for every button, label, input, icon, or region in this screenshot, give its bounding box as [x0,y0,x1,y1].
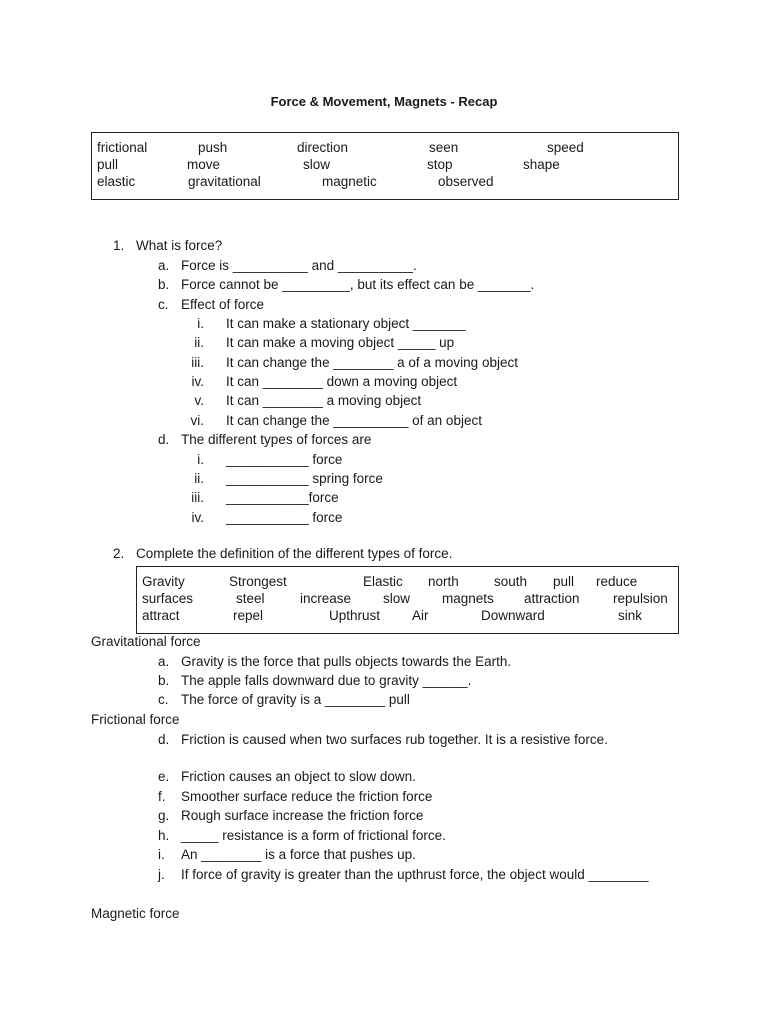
word-bank-word: frictional [97,140,148,155]
item-text: Effect of force [181,297,265,312]
item-letter: d. [158,732,170,747]
word-bank-word: repel [233,608,264,623]
item-letter: f. [158,789,166,804]
item-letter: e. [158,769,170,784]
item-text: The different types of forces are [181,432,372,447]
word-bank-word: observed [438,174,494,189]
item-letter: b. [158,277,170,292]
item-text: The force of gravity is a ________ pull [181,692,410,707]
subitem-number: i. [197,316,204,331]
word-bank-word: sink [618,608,643,623]
word-bank-word: slow [303,157,331,172]
word-bank-word: north [428,574,459,589]
item-letter: c. [158,297,169,312]
item-text: Force is __________ and __________. [181,258,417,273]
word-bank-word: seen [429,140,459,155]
word-bank-word: magnets [442,591,494,606]
subitem-number: iii. [191,355,204,370]
word-bank-word: move [187,157,221,172]
page-title: Force & Movement, Magnets - Recap [270,94,498,109]
item-text: _____ resistance is a form of frictional force. [181,828,446,843]
item-letter: j. [158,867,165,882]
subitem-text: ___________ force [226,452,343,467]
item-letter: g. [158,808,170,823]
word-bank-word: surfaces [142,591,194,606]
word-bank-word: elastic [97,174,136,189]
subitem-number: iv. [191,510,204,525]
word-bank-word: attract [142,608,180,623]
word-bank-word: gravitational [188,174,261,189]
subitem-number: v. [194,393,204,408]
item-letter: b. [158,673,170,688]
word-bank-word: south [494,574,528,589]
word-bank-word: Elastic [363,574,403,589]
item-text: Rough surface increase the friction force [181,808,424,823]
word-bank-word: push [198,140,228,155]
item-text: Friction causes an object to slow down. [181,769,416,784]
word-bank-word: direction [297,140,349,155]
word-bank-word: shape [523,157,560,172]
word-bank-word: slow [383,591,411,606]
subitem-number: vi. [190,413,204,428]
question-number: 2. [113,546,125,561]
subitem-text: ___________force [226,490,339,505]
item-letter: a. [158,258,170,273]
word-bank-word: magnetic [322,174,377,189]
subitem-number: iv. [191,374,204,389]
subitem-text: It can change the ________ a of a moving object [226,355,518,370]
section-heading-gravitational: Gravitational force [91,634,201,649]
word-bank-word: attraction [524,591,580,606]
subitem-text: ___________ force [226,510,343,525]
section-heading-frictional: Frictional force [91,712,180,727]
word-bank-word: repulsion [613,591,668,606]
word-bank-word: speed [547,140,584,155]
item-text: Smoother surface reduce the friction force [181,789,433,804]
item-letter: c. [158,692,169,707]
word-bank-word: Air [412,608,429,623]
section-heading-magnetic: Magnetic force [91,906,180,921]
item-text: An ________ is a force that pushes up. [181,847,416,862]
item-text: Gravity is the force that pulls objects towards the Earth. [181,654,512,669]
question-text: Complete the definition of the different types of force. [136,546,453,561]
subitem-number: iii. [191,490,204,505]
question-text: What is force? [136,238,223,253]
question-number: 1. [113,238,125,253]
word-bank-word: Downward [481,608,545,623]
subitem-number: ii. [194,335,204,350]
word-bank-word: pull [97,157,119,172]
word-bank-word: Gravity [142,574,185,589]
word-bank-word: pull [553,574,575,589]
subitem-text: It can ________ down a moving object [226,374,458,389]
word-bank-box [91,132,679,200]
item-letter: i. [158,847,165,862]
word-bank-word: stop [427,157,453,172]
subitem-number: ii. [194,471,204,486]
word-bank-word: increase [300,591,352,606]
word-bank-word: reduce [596,574,638,589]
item-letter: a. [158,654,170,669]
item-text: If force of gravity is greater than the upthrust force, the object would ________ [181,867,649,882]
subitem-text: It can change the __________ of an object [226,413,482,428]
word-bank-word: steel [236,591,265,606]
item-letter: d. [158,432,170,447]
subitem-text: It can make a moving object _____ up [226,335,455,350]
subitem-text: It can make a stationary object _______ [226,316,466,331]
item-letter: h. [158,828,170,843]
subitem-number: i. [197,452,204,467]
subitem-text: It can ________ a moving object [226,393,422,408]
word-bank-word: Strongest [229,574,287,589]
word-bank-word: Upthrust [329,608,381,623]
item-text: The apple falls downward due to gravity ______. [181,673,472,688]
item-text: Force cannot be _________, but its effect can be _______. [181,277,535,292]
subitem-text: ___________ spring force [226,471,383,486]
item-text: Friction is caused when two surfaces rub together. It is a resistive force. [181,732,608,747]
